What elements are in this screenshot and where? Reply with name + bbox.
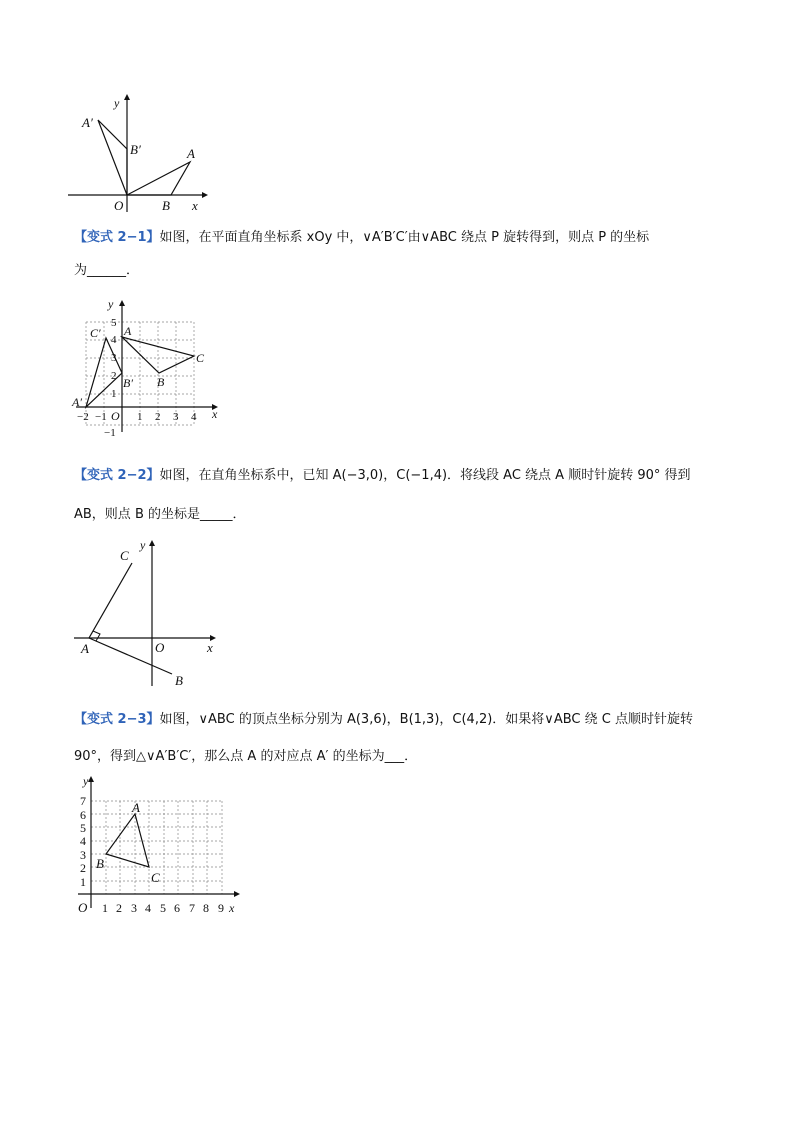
problem-2-3-line-2: 90°，得到△∨A′B′C′，那么点 A 的对应点 A′ 的坐标为___． (74, 749, 418, 764)
label-a: A (187, 146, 195, 161)
x-tick-4: 4 (191, 411, 197, 423)
y-axis-arrow-icon (124, 94, 130, 100)
problem-2-2-line-1 (74, 467, 724, 485)
problem-2-3-line-1 (74, 711, 724, 729)
problem-2-1-line-1 (74, 229, 724, 247)
y-tick-4: 4 (80, 834, 86, 848)
y-tick-5: 5 (80, 821, 86, 835)
y-tick-1: 1 (111, 388, 117, 400)
y-label: y (140, 538, 146, 552)
problem-tag: 【变式 2−3】 (74, 712, 160, 727)
triangle-a-prime-b-prime-o (98, 120, 127, 195)
x-tick-7: 7 (189, 901, 195, 915)
y-axis-arrow-icon (119, 300, 125, 306)
label-o: O (114, 198, 124, 213)
figure-segment-rotation (68, 536, 228, 696)
y-tick-1: 1 (80, 875, 86, 889)
label-b-prime: B′ (130, 142, 141, 157)
x-tick-1: 1 (137, 411, 143, 423)
label-c-prime: C′ (90, 326, 101, 340)
y-axis-arrow-icon (88, 776, 94, 782)
x-tick-neg1: −1 (95, 411, 107, 423)
x-tick-8: 8 (203, 901, 209, 915)
problem-text: 如图，在平面直角坐标系 xOy 中，∨A′B′C′由∨ABC 绕点 P 旋转得到，则点 P 的坐标 (159, 230, 650, 245)
triangle-a-prime-b-prime-c-prime (86, 338, 122, 407)
y-axis-arrow-icon (149, 540, 155, 546)
y-label: y (108, 297, 114, 311)
segment-ac (89, 563, 132, 638)
label-b: B (157, 375, 165, 389)
problem-text: 如图，∨ABC 的顶点坐标分别为 A(3,6)，B(1,3)，C(4,2)．如果将∨ABC 绕 C 点顺时针旋转 (159, 712, 693, 727)
y-tick-neg1: −1 (104, 427, 116, 439)
label-a-prime: A′ (72, 395, 82, 409)
y-tick-6: 6 (80, 808, 86, 822)
x-tick-9: 9 (218, 901, 224, 915)
triangle-abc (106, 814, 149, 867)
y-tick-7: 7 (80, 794, 86, 808)
label-b: B (175, 673, 183, 688)
y-tick-2: 2 (80, 861, 86, 875)
label-a: A (132, 800, 140, 815)
x-label: x (207, 640, 213, 655)
problem-2-1-line-2: 为______． (74, 263, 140, 278)
x-tick-6: 6 (174, 901, 180, 915)
label-c: C (120, 548, 129, 563)
x-label: x (192, 198, 198, 213)
y-tick-3: 3 (111, 352, 117, 364)
label-a-prime: A′ (82, 115, 93, 130)
problem-tag: 【变式 2−2】 (74, 468, 160, 483)
x-tick-3: 3 (173, 411, 179, 423)
label-c: C (196, 351, 205, 365)
label-c: C (151, 870, 160, 885)
problem-2-2-line-2: AB，则点 B 的坐标是_____． (74, 507, 246, 522)
x-tick-2: 2 (116, 901, 122, 915)
label-b: B (162, 198, 170, 213)
x-label: x (212, 407, 218, 421)
x-label: x (229, 901, 235, 915)
y-tick-4: 4 (111, 334, 117, 346)
label-o: O (78, 900, 88, 915)
label-o: O (155, 640, 165, 655)
grid-lines (86, 322, 194, 425)
x-axis-arrow-icon (202, 192, 208, 198)
label-a: A (81, 641, 89, 656)
label-b: B (96, 856, 104, 871)
y-label: y (114, 96, 120, 110)
x-tick-4: 4 (145, 901, 151, 915)
y-tick-5: 5 (111, 317, 117, 329)
x-tick-neg2: −2 (77, 411, 89, 423)
x-tick-1: 1 (102, 901, 108, 915)
x-tick-3: 3 (131, 901, 137, 915)
x-axis-arrow-icon (234, 891, 240, 897)
right-angle-mark (93, 631, 100, 641)
y-label: y (83, 774, 89, 788)
figure-grid-rotation-p (66, 296, 226, 444)
label-a: A (124, 324, 132, 338)
figure-rotation-sketch (60, 92, 220, 214)
label-b-prime: B′ (123, 376, 133, 390)
figure-grid-triangle-abc (72, 770, 252, 920)
y-tick-2: 2 (111, 370, 117, 382)
problem-text: 如图，在直角坐标系中，已知 A(−3,0)，C(−1,4)．将线段 AC 绕点 A 顺时针旋转 90° 得到 (159, 468, 691, 483)
problem-tag: 【变式 2−1】 (74, 230, 160, 245)
label-o: O (111, 409, 120, 423)
y-tick-3: 3 (80, 848, 86, 862)
triangle-a-o-b (127, 162, 190, 195)
x-tick-5: 5 (160, 901, 166, 915)
x-tick-2: 2 (155, 411, 161, 423)
